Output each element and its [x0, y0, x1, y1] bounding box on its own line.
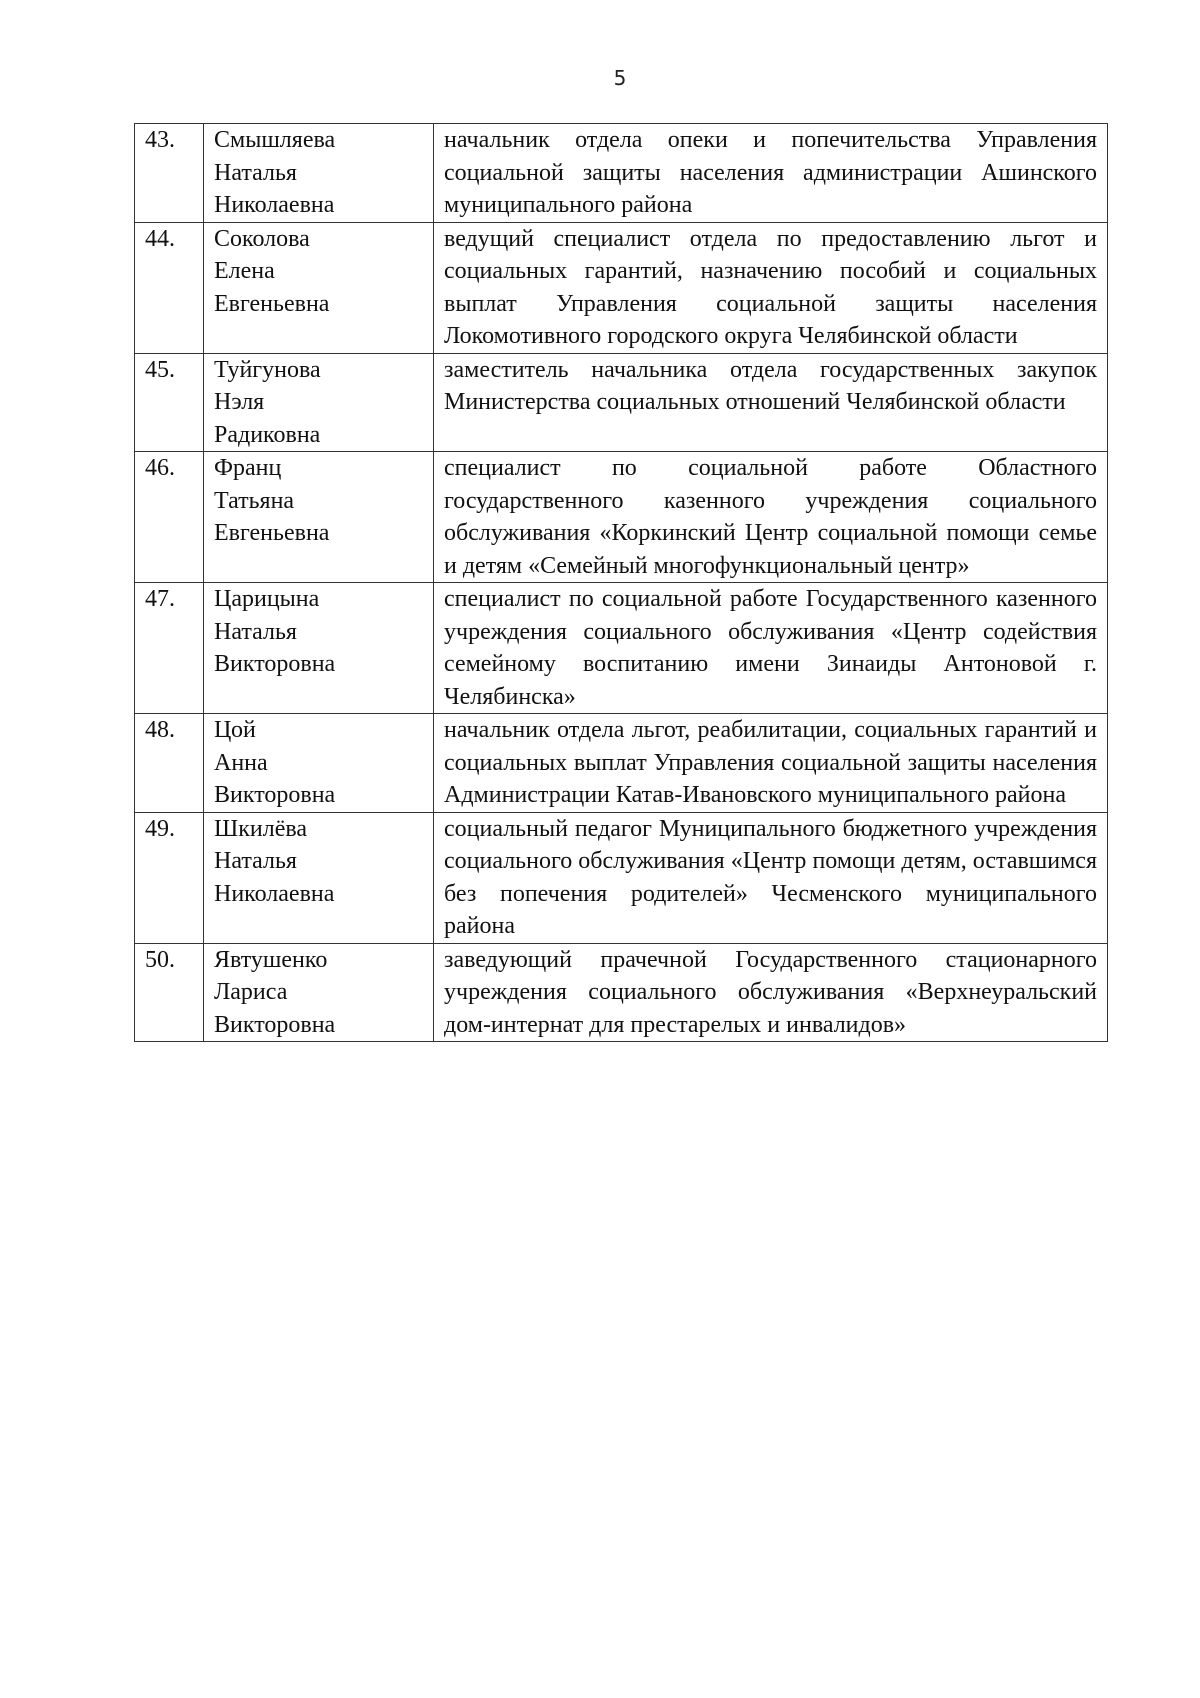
person-surname: Явтушенко [214, 946, 328, 973]
position-description: социальный педагог Муниципального бюджетного учреждения социального обслуживания «Центр помощи детям, оставшимся без попечения родителей» Чесменского муниципального района [434, 812, 1108, 943]
person-patronymic: Евгеньевна [214, 520, 330, 546]
person-surname: Цой [214, 717, 256, 743]
row-number: 50. [135, 943, 204, 1042]
table-row [135, 353, 1108, 452]
person-name-cell [204, 124, 434, 223]
position-description: начальник отдела опеки и попечительства Управления социальной защиты населения администрации Ашинского муниципального района [434, 124, 1108, 223]
person-patronymic: Евгеньевна [214, 290, 330, 317]
table-row [135, 222, 1108, 353]
person-first-name: Наталья [214, 159, 297, 186]
person-name-cell [204, 452, 434, 583]
person-name-cell [204, 812, 434, 943]
person-first-name: Анна [214, 749, 268, 776]
person-name-cell [204, 714, 434, 813]
row-number: 46. [135, 452, 204, 583]
position-description: специалист по социальной работе Государственного казенного учреждения социального обслуживания «Центр содействия семейному воспитанию имени Зинаиды Антоновой г. Челябинска» [434, 583, 1108, 714]
position-description: начальник отдела льгот, реабилитации, социальных гарантий и социальных выплат Управления социальной защиты населения Администрации Катав-Ивановского муниципального района [434, 714, 1108, 813]
person-patronymic: Викторовна [214, 651, 336, 677]
person-patronymic: Николаевна [214, 880, 335, 907]
row-number: 45. [135, 353, 204, 452]
row-number: 48. [135, 714, 204, 813]
person-first-name: Татьяна [214, 487, 295, 514]
person-patronymic: Радиковна [214, 421, 321, 448]
position-description: специалист по социальной работе Областного государственного казенного учреждения социального обслуживания «Коркинский Центр социальной помощи семье и детям «Семейный многофункциональный центр» [434, 452, 1108, 583]
person-name-cell [204, 222, 434, 353]
members-table-body [135, 124, 1108, 1042]
row-number: 49. [135, 812, 204, 943]
person-surname: Царицына [214, 586, 320, 612]
row-number: 44. [135, 222, 204, 353]
person-first-name: Наталья [214, 618, 297, 645]
person-first-name: Нэля [214, 389, 265, 415]
row-number: 47. [135, 583, 204, 714]
page-number: 5 [613, 66, 627, 90]
table-row [135, 583, 1108, 714]
person-first-name: Наталья [214, 848, 297, 874]
person-surname: Смышляева [214, 127, 336, 153]
table-row [135, 714, 1108, 813]
position-description: ведущий специалист отдела по предоставлению льгот и социальных гарантий, назначению пособий и социальных выплат Управления социальной защиты населения Локомотивного городского округа Челябинской области [434, 222, 1108, 353]
person-surname: Туйгунова [214, 356, 321, 383]
person-patronymic: Викторовна [214, 1011, 336, 1038]
person-surname: Шкилёва [214, 815, 308, 842]
person-patronymic: Викторовна [214, 782, 336, 808]
table-row [135, 124, 1108, 223]
table-row [135, 943, 1108, 1042]
person-first-name: Елена [214, 258, 275, 284]
person-name-cell [204, 353, 434, 452]
position-description: заведующий прачечной Государственного стационарного учреждения социального обслуживания «Верхнеуральский дом-интернат для престарелых и инвалидов» [434, 943, 1108, 1042]
position-description: заместитель начальника отдела государственных закупок Министерства социальных отношений Челябинской области [434, 353, 1108, 452]
table-row [135, 452, 1108, 583]
table-row [135, 812, 1108, 943]
person-patronymic: Николаевна [214, 192, 335, 218]
person-name-cell [204, 583, 434, 714]
members-table [134, 123, 1108, 1042]
person-surname: Франц [214, 455, 282, 481]
person-first-name: Лариса [214, 979, 288, 1005]
person-surname: Соколова [214, 225, 310, 252]
person-name-cell [204, 943, 434, 1042]
row-number: 43. [135, 124, 204, 223]
